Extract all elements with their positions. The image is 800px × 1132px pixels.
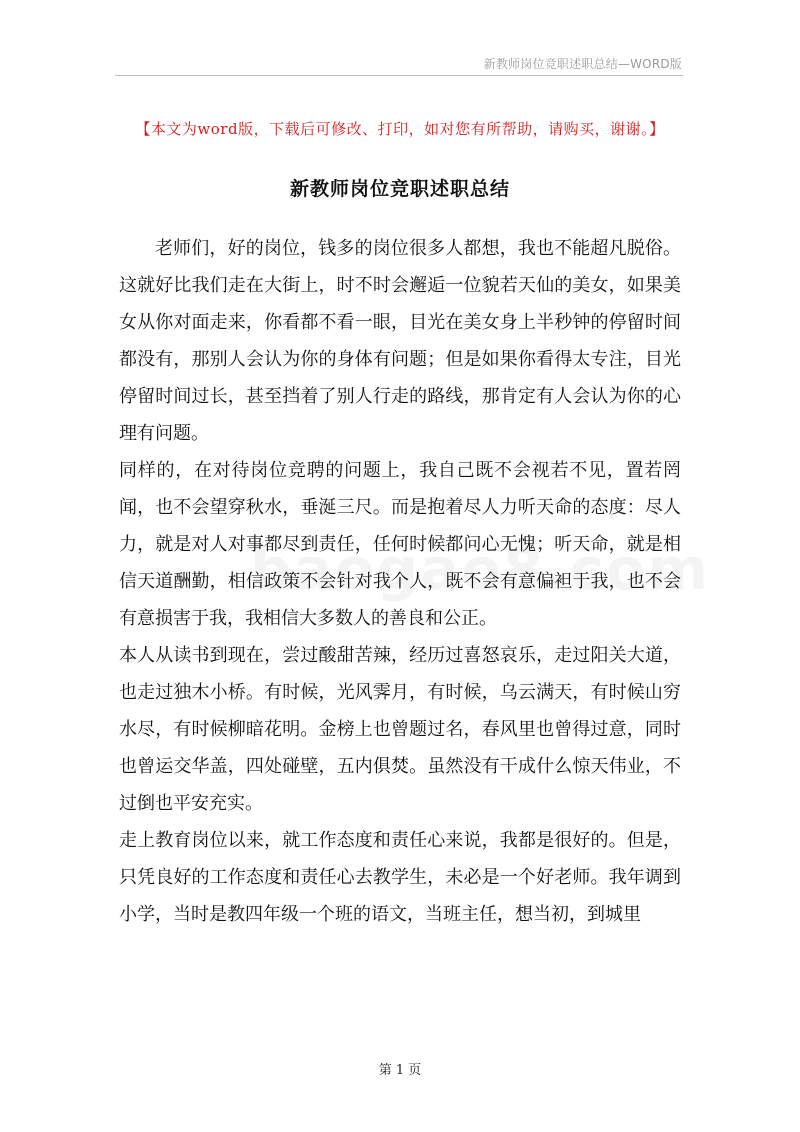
- document-title: 新教师岗位竞职述职总结: [289, 178, 510, 200]
- paragraph: 同样的，在对待岗位竞聘的问题上，我自己既不会视若不见，置若罔闻，也不会望穿秋水，垂涎三尺。而是抱着尽人力听天命的态度：尽人力，就是对人对事都尽到责任，任何时候都问心无愧；听天命，就是相信天道酬勤，相信政策不会针对我个人，既不会有意偏袒于我，也不会有意损害于我，我相信大多数人的善良和公正。: [119, 460, 681, 629]
- page-header-text: 新教师岗位竞职述职总结—WORD版: [483, 57, 682, 71]
- document-body: [119, 230, 681, 933]
- header-divider: [115, 75, 683, 76]
- paragraph: 本人从读书到现在，尝过酸甜苦辣，经历过喜怒哀乐，走过阳关大道，也走过独木小桥。有时候，光风霁月，有时候，乌云满天，有时候山穷水尽，有时候柳暗花明。金榜上也曾题过名，春风里也曾得过意，同时也曾运交华盖，四处碰壁，五内俱焚。虽然没有干成什么惊天伟业，不过倒也平安充实。: [119, 645, 681, 814]
- paragraph: 老师们，好的岗位，钱多的岗位很多人都想，我也不能超凡脱俗。这就好比我们走在大街上，时不时会邂逅一位貌若天仙的美女，如果美女从你对面走来，你看都不看一眼，目光在美女身上半秒钟的停留时间都没有，那别人会认为你的身体有问题；但是如果你看得太专注，目光停留时间过长，甚至挡着了别人行走的路线，那肯定有人会认为你的心理有问题。: [119, 238, 681, 444]
- purchase-notice: 【本文为word版，下载后可修改、打印，如对您有所帮助，请购买，谢谢。】: [135, 120, 665, 138]
- paragraph: 走上教育岗位以来，就工作态度和责任心来说，我都是很好的。但是，只凭良好的工作态度和责任心去教学生，未必是一个好老师。我年调到小学，当时是教四年级一个班的语文，当班主任，想当初，到城里: [119, 830, 681, 925]
- page-number: 第 1 页: [378, 1063, 422, 1078]
